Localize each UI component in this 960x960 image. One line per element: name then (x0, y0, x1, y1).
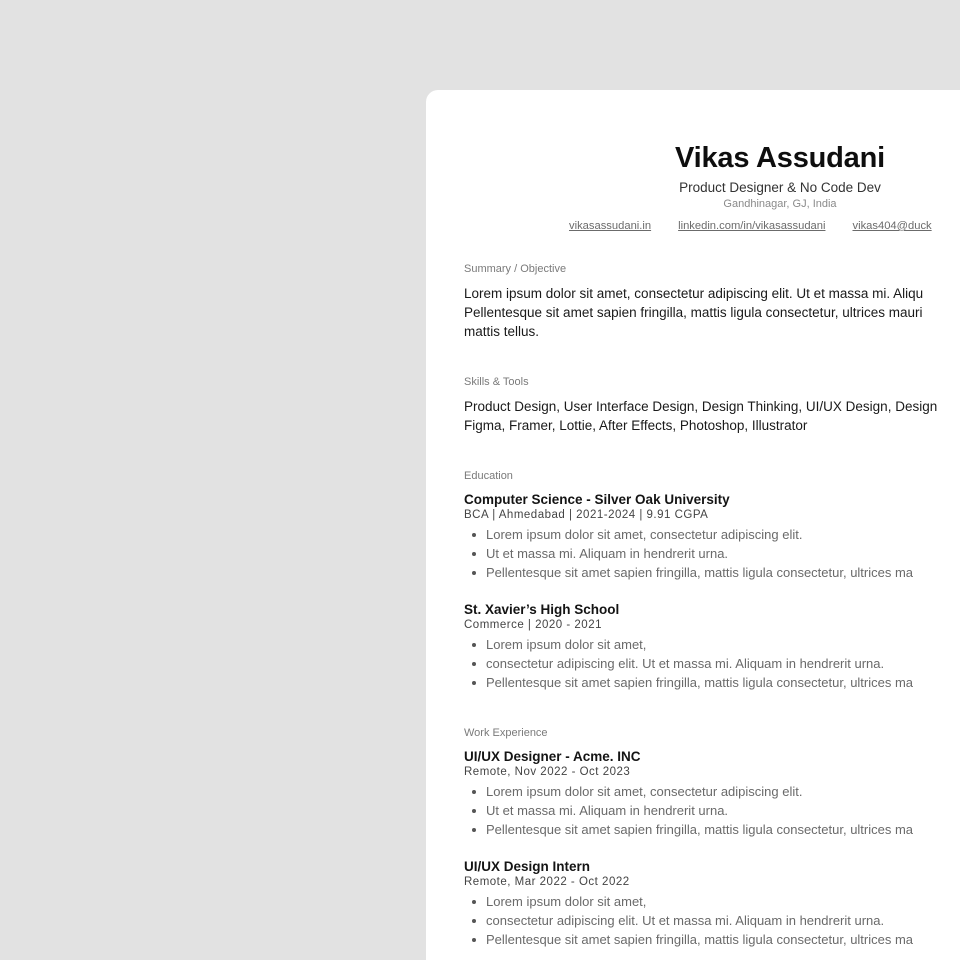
education-section (464, 469, 960, 692)
bullet-item: Lorem ipsum dolor sit amet, (464, 635, 960, 654)
entry-title: Computer Science - Silver Oak University (464, 492, 730, 507)
entry-subtitle: Remote, Nov 2022 - Oct 2023 (464, 766, 631, 778)
bullet-list (464, 892, 960, 949)
bullet-item: Pellentesque sit amet sapien fringilla, mattis ligula consectetur, ultrices ma (464, 563, 960, 582)
section-title: Skills & Tools (464, 376, 529, 388)
resume-header (426, 90, 960, 211)
bullet-item: consectetur adipiscing elit. Ut et massa mi. Aliquam in hendrerit urna. (464, 654, 960, 673)
summary-line: Pellentesque sit amet sapien fringilla, mattis ligula consectetur, ultrices mauri (464, 305, 923, 320)
entry-subtitle: Commerce | 2020 - 2021 (464, 619, 602, 631)
skills-text (464, 397, 960, 435)
bullet-list (464, 635, 960, 692)
candidate-name: Vikas Assudani (675, 142, 885, 174)
section-title: Education (464, 470, 513, 482)
section-title: Summary / Objective (464, 263, 567, 275)
summary-line: mattis tellus. (464, 324, 540, 339)
skills-section (464, 375, 960, 435)
candidate-role: Product Designer & No Code Dev (679, 180, 881, 195)
bullet-item: Lorem ipsum dolor sit amet, consectetur adipiscing elit. (464, 525, 960, 544)
candidate-location: Gandhinagar, GJ, India (723, 198, 837, 210)
education-entry (464, 601, 960, 692)
experience-entry (464, 748, 960, 839)
skills-line: Figma, Framer, Lottie, After Effects, Photoshop, Illustrator (464, 418, 808, 433)
bullet-list (464, 525, 960, 582)
contact-links (569, 219, 959, 233)
entry-title: St. Xavier’s High School (464, 602, 620, 617)
education-entry (464, 491, 960, 582)
bullet-item: Ut et massa mi. Aliquam in hendrerit urna. (464, 801, 960, 820)
email-link[interactable]: vikas404@duck (852, 220, 932, 232)
skills-line: Product Design, User Interface Design, Design Thinking, UI/UX Design, Design (464, 399, 938, 414)
bullet-item: consectetur adipiscing elit. Ut et massa mi. Aliquam in hendrerit urna. (464, 911, 960, 930)
entry-title: UI/UX Design Intern (464, 859, 591, 874)
experience-section (464, 726, 960, 949)
bullet-item: Ut et massa mi. Aliquam in hendrerit urna. (464, 544, 960, 563)
experience-entry (464, 858, 960, 949)
section-title: Work Experience (464, 727, 548, 739)
website-link[interactable]: vikasassudani.in (569, 220, 652, 232)
bullet-item: Pellentesque sit amet sapien fringilla, mattis ligula consectetur, ultrices ma (464, 930, 960, 949)
bullet-item: Pellentesque sit amet sapien fringilla, mattis ligula consectetur, ultrices ma (464, 820, 960, 839)
entry-subtitle: BCA | Ahmedabad | 2021-2024 | 9.91 CGPA (464, 509, 709, 521)
summary-section (464, 262, 960, 341)
resume-page (426, 90, 960, 960)
summary-line: Lorem ipsum dolor sit amet, consectetur adipiscing elit. Ut et massa mi. Aliqu (464, 286, 924, 301)
bullet-item: Pellentesque sit amet sapien fringilla, mattis ligula consectetur, ultrices ma (464, 673, 960, 692)
bullet-item: Lorem ipsum dolor sit amet, (464, 892, 960, 911)
bullet-list (464, 782, 960, 839)
resume-body (464, 262, 960, 960)
linkedin-link[interactable]: linkedin.com/in/vikasassudani (678, 220, 826, 232)
entry-subtitle: Remote, Mar 2022 - Oct 2022 (464, 876, 630, 888)
bullet-item: Lorem ipsum dolor sit amet, consectetur adipiscing elit. (464, 782, 960, 801)
summary-text (464, 284, 960, 341)
entry-title: UI/UX Designer - Acme. INC (464, 749, 641, 764)
